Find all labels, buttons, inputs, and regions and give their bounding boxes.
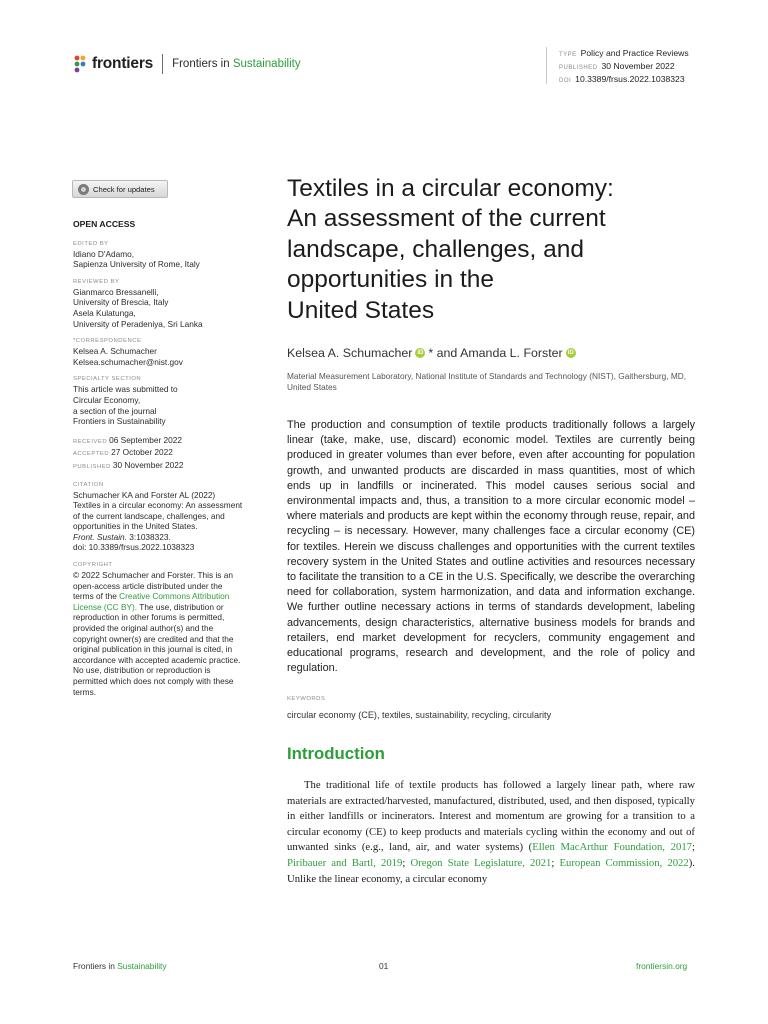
received-date: RECEIVED 06 September 2022 <box>73 434 183 445</box>
logo-wordmark: frontiers <box>92 55 154 72</box>
open-access-label: OPEN ACCESS <box>73 219 136 229</box>
keywords: circular economy (CE), textiles, sustainability, recycling, circularity <box>287 710 552 720</box>
meta-divider <box>546 47 547 84</box>
correspondence-section: *CORRESPONDENCE Kelsea A. Schumacher Kelsea.schumacher@nist.gov <box>73 337 243 367</box>
check-for-updates-label: Check for updates <box>93 184 155 194</box>
author-name[interactable]: Kelsea A. Schumacher <box>287 346 413 360</box>
check-for-updates-button[interactable] <box>72 180 168 198</box>
crossmark-icon <box>78 184 89 195</box>
author-list <box>287 346 579 360</box>
affiliation: Material Measurement Laboratory, National Institute of Standards and Technology (NIST), Gaithersburg, MD, United States <box>287 371 687 392</box>
page-number: 01 <box>379 961 389 971</box>
citation-doi[interactable]: doi: 10.3389/frsus.2022.1038323 <box>73 542 195 553</box>
published-date: PUBLISHED 30 November 2022 <box>73 459 184 470</box>
orcid-icon[interactable]: iD <box>417 350 424 356</box>
section-heading-introduction: Introduction <box>287 744 385 763</box>
orcid-icon[interactable]: iD <box>567 350 574 356</box>
journal-prefix: Frontiers in <box>172 58 230 70</box>
frontiers-logo-icon <box>72 55 88 73</box>
keywords-label: KEYWORDS <box>287 696 326 702</box>
cc-by-license-link[interactable]: Creative Commons Attribution License (CC BY). <box>73 591 230 612</box>
frontiers-logo[interactable] <box>72 54 301 74</box>
reviewed-by-section: REVIEWED BY Gianmarco Bressanelli, University of Brescia, Italy Asela Kulatunga, University of Peradeniya, Sri Lanka <box>73 278 203 329</box>
article-info-sidebar <box>73 219 243 705</box>
copyright-section: COPYRIGHT © 2022 Schumacher and Forster. This is an open-access article distributed under the terms of the Creative Commons Attribution License (CC BY). The use, distribution or reproduction in other forums is permitted, provided the original author(s) and the copyright owner(s) are credited and that the original publication in this journal is cited, in accordance with accepted academic practice. No use, distribution or reproduction is permitted which does not comply with these terms. <box>73 562 241 697</box>
correspondence-email[interactable]: Kelsea.schumacher@nist.gov <box>73 356 183 367</box>
reference-link[interactable]: European Commission, 2022 <box>559 856 689 869</box>
citation-section: CITATION Schumacher KA and Forster AL (2022) Textiles in a circular economy: An assessment of the current landscape, challenges, and opportunities in the United States. Front. Sustain. 3:1038323. doi: 10.3389/frsus.2022.1038323 <box>73 481 243 553</box>
meta-doi[interactable]: DOI 10.3389/frsus.2022.1038323 <box>559 74 685 84</box>
reference-link[interactable]: Ellen MacArthur Foundation, 2017 <box>532 841 693 854</box>
dates-section <box>73 435 243 473</box>
meta-type: TYPE Policy and Practice Reviews <box>559 48 689 58</box>
article-title: Textiles in a circular economy: An assessment of the current landscape, challenges, and opportunities in the United States <box>287 175 614 324</box>
article-meta <box>559 48 689 87</box>
frontiersin-link[interactable]: frontiersin.org <box>636 961 688 971</box>
author-name-2[interactable]: and Amanda L. Forster <box>436 346 563 360</box>
logo-divider <box>162 54 163 74</box>
corresponding-star: * <box>428 346 434 360</box>
journal-name <box>172 58 301 70</box>
accepted-date: ACCEPTED 27 October 2022 <box>73 447 173 458</box>
abstract: The production and consumption of textile products traditionally follows a largely linear (take, make, use, discard) economic model. Textiles are currently being produced in greater volumes than ever before, even after accounting for population growth, and unwanted products are discarded in mass quantities, most of which ends up in landfills or incinerated. This model causes serious social and environmental impacts and, thus, a transition to a more circular economic model – where materials and products are kept within the economy through reuse, repair, and recycling – is necessary. However, many challenges face a circular economy (CE) for textiles. Herein we discuss challenges and opportunities with the current textiles recovery system in the United States and outline activities and resources necessary to facilitate the transition to a CE in the U.S. Specifically, we describe the overarching need for collaboration, system harmonization, and data and information exchange. We further outline necessary actions in terms of standards development, labeling advancements, design characteristics, alternative business models for brands and retailers, end market development for recyclers, community engagement and educational programs, research and development, and the role of policy and regulation. <box>287 419 695 675</box>
reference-link[interactable]: Oregon State Legislature, 2021 <box>410 856 552 869</box>
introduction-paragraph: The traditional life of textile products has followed a largely linear path, where raw materials are extracted/harvested, manufactured, distributed, used, and then disposed, typically in either landfills or incinerators. Interest and momentum are growing for a transition to a circular economy (CE) to keep products and materials cycling within the economy and out of unwanted sinks (e.g., land, air, and water systems) (Ellen MacArthur Foundation, 2017; Piribauer and Bartl, 2019; Oregon State Legislature, 2021; European Commission, 2022). Unlike the linear economy, a circular economy <box>287 779 695 885</box>
reference-link[interactable]: Piribauer and Bartl, 2019 <box>287 856 403 869</box>
footer-journal: Frontiers in Sustainability <box>73 961 167 971</box>
edited-by-section: EDITED BY Idiano D'Adamo, Sapienza University of Rome, Italy <box>73 240 200 270</box>
journal-title: Sustainability <box>232 58 301 70</box>
specialty-section: SPECIALTY SECTION This article was submitted to Circular Economy, a section of the journal Frontiers in Sustainability <box>73 376 178 427</box>
meta-published: PUBLISHED 30 November 2022 <box>559 61 675 71</box>
